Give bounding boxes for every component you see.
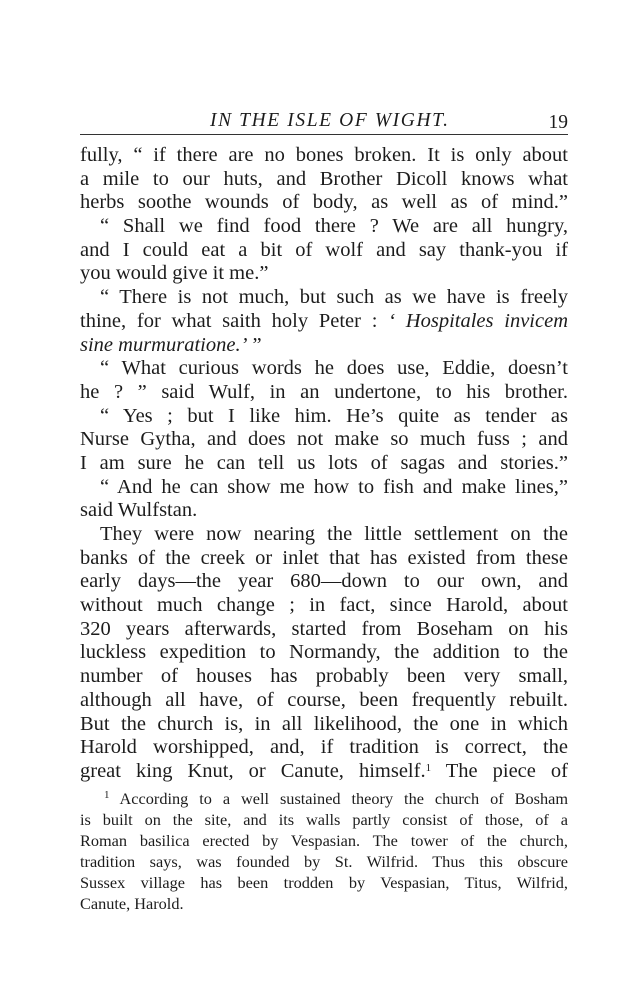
body-line: number of houses has probably been very small,	[80, 665, 568, 688]
body-line: I am sure he can tell us lots of sagas and stories.”	[80, 451, 568, 474]
body-line: and I could eat a bit of wolf and say thank-you if	[80, 238, 568, 261]
body-line: “ Yes ; but I like him. He’s quite as tender as	[100, 404, 568, 427]
body-line-roman: thine, for what saith holy Peter :	[80, 309, 378, 332]
body-line	[80, 334, 568, 358]
body-line	[80, 760, 568, 784]
latin-quote: ‘ Hospitales invicem	[388, 309, 568, 332]
body-line: But the church is, in all likelihood, the one in which	[80, 712, 568, 735]
footnote-line: tradition says, was founded by St. Wilfrid. Thus this obscure	[80, 852, 568, 871]
footnote-line	[80, 788, 568, 809]
footnote-number: 1	[104, 789, 110, 801]
footnote-line: Roman basilica erected by Vespasian. The tower of the church,	[80, 831, 568, 850]
body-line: a mile to our huts, and Brother Dicoll knows what	[80, 167, 568, 190]
body-line: “ And he can show me how to fish and make lines,”	[100, 475, 568, 498]
body-line: herbs soothe wounds of body, as well as of mind.”	[80, 191, 568, 214]
body-line: you would give it me.”	[80, 262, 269, 285]
body-line: 320 years afterwards, started from Boseham on his	[80, 617, 568, 640]
latin-quote: sine murmuratione.’	[80, 333, 248, 356]
body-line: “ What curious words he does use, Eddie, doesn’t	[100, 357, 568, 380]
body-line	[80, 310, 568, 334]
footnote-line: Canute, Harold.	[80, 894, 184, 913]
body-line: luckless expedition to Normandy, the addition to the	[80, 641, 568, 664]
body-line: Nurse Gytha, and does not make so much fuss ; and	[80, 428, 568, 451]
footnote-line: is built on the site, and its walls partly consist of those, of a	[80, 810, 568, 829]
body-line-tail: The piece of	[431, 759, 568, 782]
footnote-line: Sussex village has been trodden by Vespasian, Titus, Wilfrid,	[80, 873, 568, 892]
closing-quote: ”	[247, 333, 262, 356]
body-line: They were now nearing the little settlement on the	[100, 523, 568, 545]
body-line: he ? ” said Wulf, in an undertone, to his brother.	[80, 380, 568, 403]
body-line: fully, “ if there are no bones broken. It is only about	[80, 144, 568, 166]
body-text	[80, 144, 568, 784]
body-line: “ Shall we find food there ? We are all hungry,	[100, 215, 568, 238]
page-number: 19	[548, 112, 568, 133]
body-line: without much change ; in fact, since Harold, about	[80, 594, 568, 617]
footnote	[80, 788, 568, 914]
body-line-text: great king Knut, or Canute, himself.	[80, 759, 426, 782]
body-line: “ There is not much, but such as we have is freely	[100, 286, 568, 309]
running-title: IN THE ISLE OF WIGHT.	[210, 110, 450, 131]
footnote-text: According to a well sustained theory the church of Bosham	[109, 789, 568, 808]
body-line: said Wulfstan.	[80, 499, 198, 522]
body-line: early days—the year 680—down to our own, and	[80, 570, 568, 593]
body-line: Harold worshipped, and, if tradition is correct, the	[80, 736, 568, 759]
body-line: although all have, of course, been frequently rebuilt.	[80, 688, 568, 711]
footnote-marker: 1	[425, 761, 432, 774]
body-line: banks of the creek or inlet that has existed from these	[80, 546, 568, 569]
header-rule	[80, 134, 568, 135]
